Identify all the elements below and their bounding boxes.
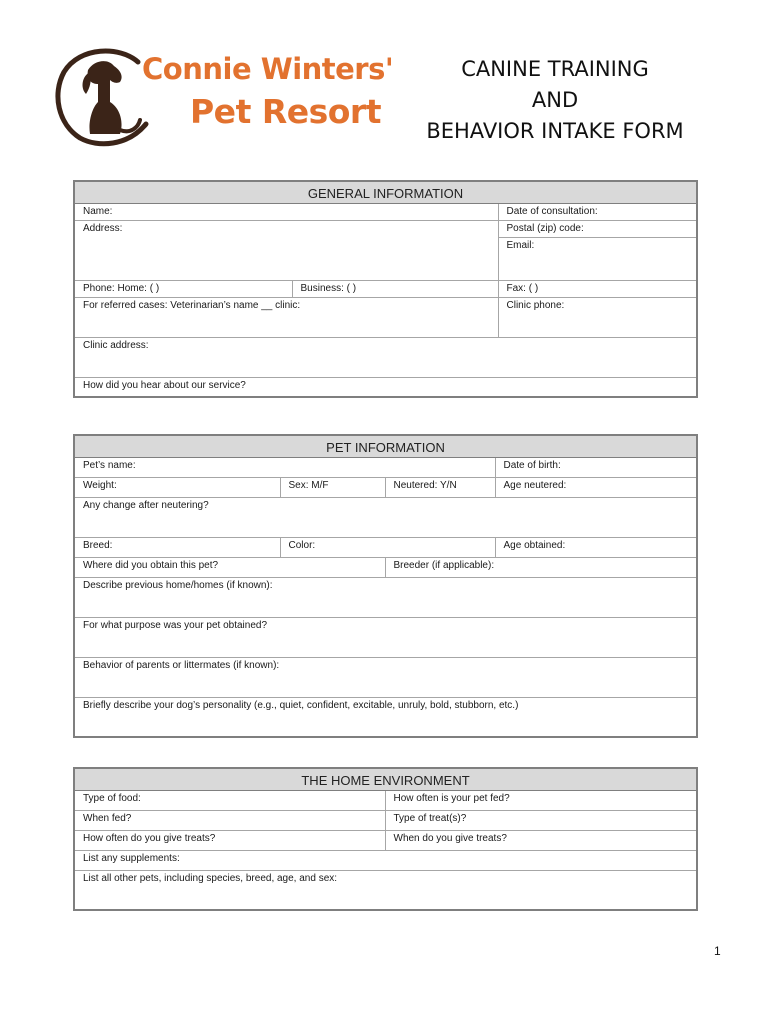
treat-timing-field[interactable]: When do you give treats?	[385, 830, 697, 850]
other-pets-field[interactable]: List all other pets, including species, breed, age, and sex:	[74, 870, 697, 910]
food-type-field[interactable]: Type of food:	[74, 790, 385, 810]
parents-behavior-field[interactable]: Behavior of parents or littermates (if known):	[74, 657, 697, 697]
age-obtained-field[interactable]: Age obtained:	[495, 537, 697, 557]
purpose-field[interactable]: For what purpose was your pet obtained?	[74, 617, 697, 657]
breed-field[interactable]: Breed:	[74, 537, 280, 557]
form-title-line2: AND	[531, 88, 579, 112]
when-fed-field[interactable]: When fed?	[74, 810, 385, 830]
logo-text-line1: Connie Winters'	[142, 52, 394, 86]
sex-field[interactable]: Sex: M/F	[280, 477, 385, 497]
pet-information-section	[73, 434, 698, 738]
logo	[50, 42, 394, 152]
previous-homes-field[interactable]: Describe previous home/homes (if known):	[74, 577, 697, 617]
section-heading: GENERAL INFORMATION	[74, 181, 697, 203]
feeding-frequency-field[interactable]: How often is your pet fed?	[385, 790, 697, 810]
form-title	[420, 54, 690, 147]
weight-field[interactable]: Weight:	[74, 477, 280, 497]
page-number: 1	[714, 944, 721, 958]
section-heading: THE HOME ENVIRONMENT	[74, 768, 697, 790]
referral-source-field[interactable]: How did you hear about our service?	[74, 377, 697, 397]
form-title-line1: CANINE TRAINING	[461, 57, 649, 81]
change-after-neutering-field[interactable]: Any change after neutering?	[74, 497, 697, 537]
breeder-field[interactable]: Breeder (if applicable):	[385, 557, 697, 577]
postal-code-field[interactable]: Postal (zip) code:	[498, 220, 697, 238]
supplements-field[interactable]: List any supplements:	[74, 850, 697, 870]
phone-home-field[interactable]: Phone: Home: ( )	[74, 280, 292, 297]
color-field[interactable]: Color:	[280, 537, 495, 557]
neutered-field[interactable]: Neutered: Y/N	[385, 477, 495, 497]
clinic-phone-field[interactable]: Clinic phone:	[498, 297, 697, 337]
form-title-line3: BEHAVIOR INTAKE FORM	[426, 119, 684, 143]
logo-text-line2: Pet Resort	[190, 92, 381, 131]
business-phone-field[interactable]: Business: ( )	[292, 280, 498, 297]
fax-field[interactable]: Fax: ( )	[498, 280, 697, 297]
section-heading: PET INFORMATION	[74, 435, 697, 457]
date-of-consultation-field[interactable]: Date of consultation:	[498, 203, 697, 220]
general-information-section	[73, 180, 698, 398]
email-field[interactable]: Email:	[498, 238, 697, 280]
treat-frequency-field[interactable]: How often do you give treats?	[74, 830, 385, 850]
referring-vet-field[interactable]: For referred cases: Veterinarian’s name __ clinic:	[74, 297, 498, 337]
name-field[interactable]: Name:	[74, 203, 498, 220]
age-neutered-field[interactable]: Age neutered:	[495, 477, 697, 497]
personality-field[interactable]: Briefly describe your dog’s personality (e.g., quiet, confident, excitable, unruly, bold, stubborn, etc.)	[74, 697, 697, 737]
address-field[interactable]: Address:	[74, 220, 498, 280]
treat-type-field[interactable]: Type of treat(s)?	[385, 810, 697, 830]
home-environment-section	[73, 767, 698, 911]
clinic-address-field[interactable]: Clinic address:	[74, 337, 697, 377]
date-of-birth-field[interactable]: Date of birth:	[495, 457, 697, 477]
pet-name-field[interactable]: Pet’s name:	[74, 457, 495, 477]
where-obtained-field[interactable]: Where did you obtain this pet?	[74, 557, 385, 577]
